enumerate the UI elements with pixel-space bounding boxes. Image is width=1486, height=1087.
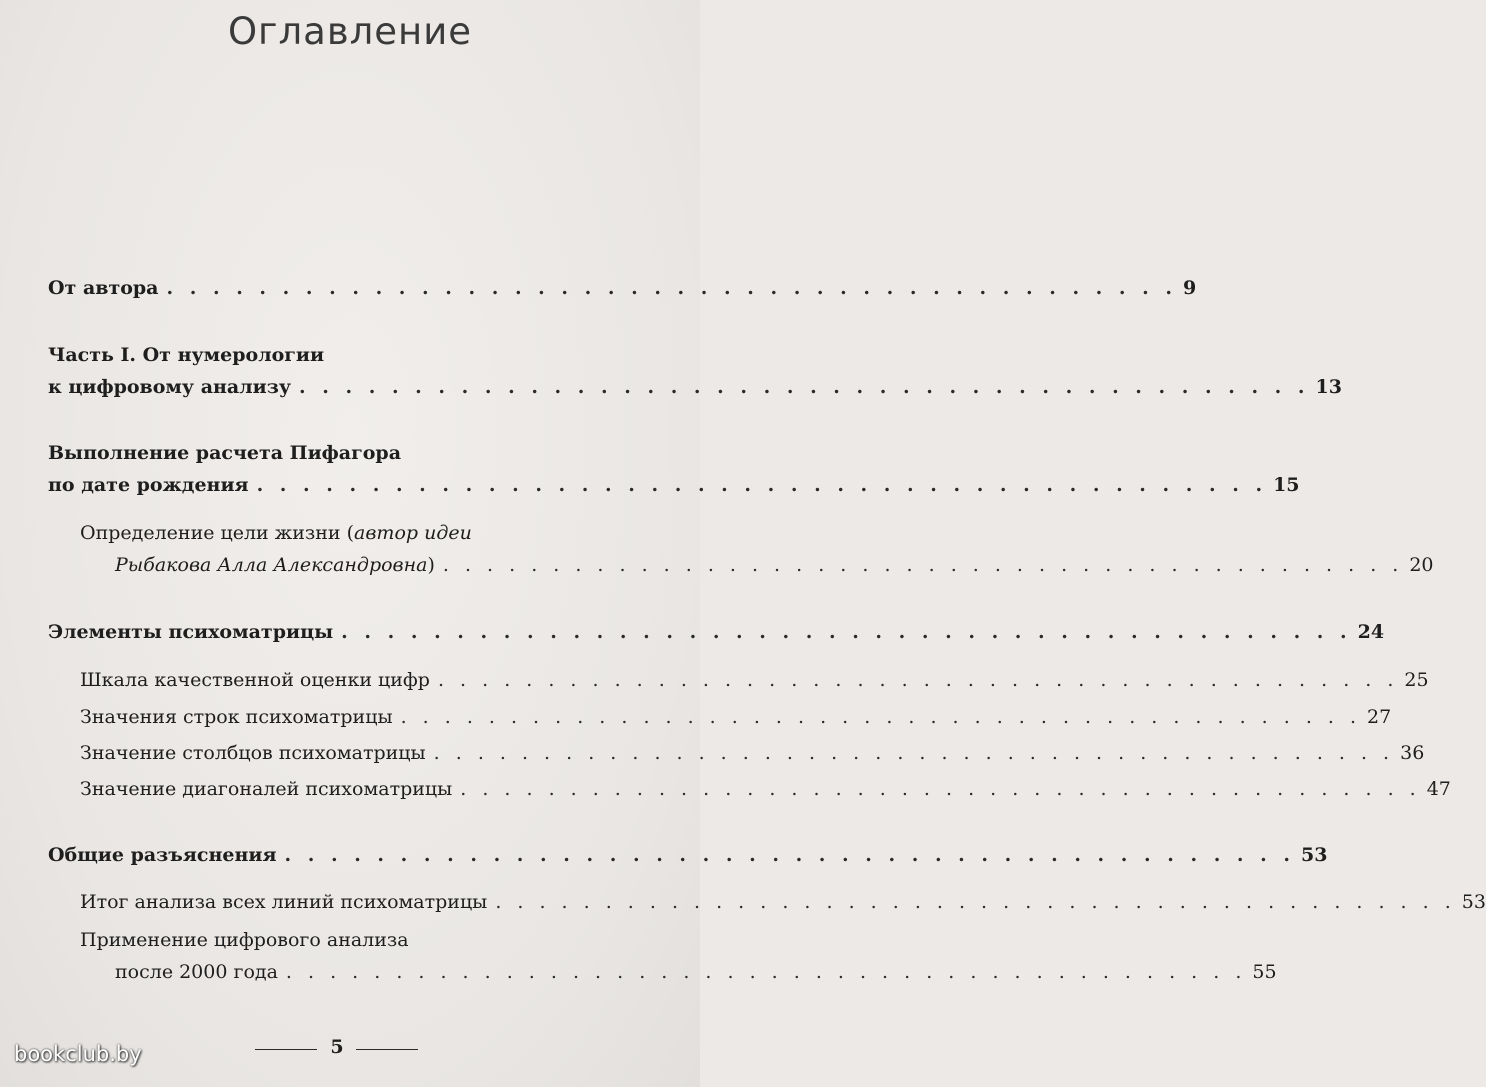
- toc-entry-after-2000-line1: Применение цифрового анализа: [80, 929, 409, 951]
- leader-dots: . . . . . . . . . . . . . . . . . . . . . . . . . . . . . . . . . . . . . . . . . . . .: [433, 742, 1395, 764]
- toc-entry-part-one[interactable]: [48, 375, 1342, 399]
- watermark-text: bookclub.by: [14, 1042, 142, 1066]
- toc-page-number: 55: [1252, 961, 1277, 983]
- toc-entry-diagonals[interactable]: [80, 777, 1451, 801]
- toc-entry-after-2000[interactable]: [115, 960, 1277, 984]
- toc-entry-label: по дате рождения: [48, 474, 249, 496]
- leader-dots: . . . . . . . . . . . . . . . . . . . . . . . . . . . . . . . . . . . . . . . . . . . .: [442, 554, 1404, 576]
- toc-entry-label: Итог анализа всех линий психоматрицы: [80, 891, 488, 913]
- leader-dots: . . . . . . . . . . . . . . . . . . . . . . . . . . . . . . . . . . . . . . . . . . . .: [256, 474, 1268, 496]
- toc-entry-label: [115, 553, 435, 577]
- toc-entry-label: после 2000 года: [115, 961, 278, 983]
- toc-page-number: 47: [1426, 778, 1451, 800]
- toc-entry-label: Значения строк психоматрицы: [80, 706, 393, 728]
- toc-entry-summary[interactable]: [80, 890, 1486, 914]
- toc-entry-italic: Рыбакова Алла Александровна: [115, 554, 428, 576]
- toc-page-number: 53: [1461, 891, 1486, 913]
- toc-entry-general[interactable]: [48, 843, 1328, 867]
- toc-entry-label: к цифровому анализу: [48, 376, 292, 398]
- toc-entry-label: От автора: [48, 277, 159, 299]
- toc-entry-label: Общие разъяснения: [48, 844, 277, 866]
- leader-dots: . . . . . . . . . . . . . . . . . . . . . . . . . . . . . . . . . . . . . . . . . . . .: [285, 961, 1247, 983]
- toc-entry-columns[interactable]: [80, 741, 1425, 765]
- toc-entry-from-author[interactable]: [48, 276, 1197, 300]
- toc-page-number: 20: [1409, 554, 1434, 576]
- toc-page-number: 15: [1273, 474, 1300, 496]
- toc-entry-italic: автор идеи: [354, 522, 472, 544]
- leader-dots: . . . . . . . . . . . . . . . . . . . . . . . . . . . . . . . . . . . . . . . . . . . .: [437, 669, 1399, 691]
- leader-dots: . . . . . . . . . . . . . . . . . . . . . . . . . . . . . . . . . . . . . . . . . . . .: [400, 706, 1362, 728]
- toc-page-number: 53: [1301, 844, 1328, 866]
- toc-entry-life-goal[interactable]: [115, 553, 1434, 577]
- footer-rule-left: [255, 1049, 317, 1050]
- leader-dots: . . . . . . . . . . . . . . . . . . . . . . . . . . . . . . . . . . . . . . . . . . . .: [284, 844, 1295, 866]
- toc-entry-life-goal-line1: [80, 521, 472, 545]
- footer-page-number: 5: [330, 1036, 344, 1058]
- toc-entry-label: Значение диагоналей психоматрицы: [80, 778, 453, 800]
- toc-entry-label: Значение столбцов психоматрицы: [80, 742, 426, 764]
- toc-entry-label: Элементы психоматрицы: [48, 621, 334, 643]
- toc-entry-pythagoras-line1: Выполнение расчета Пифагора: [48, 442, 402, 464]
- toc-page-number: 27: [1367, 706, 1392, 728]
- toc-page-number: 36: [1400, 742, 1425, 764]
- toc-entry-elements[interactable]: [48, 620, 1385, 644]
- toc-page-number: 9: [1182, 277, 1197, 299]
- toc-page-number: 25: [1404, 669, 1429, 691]
- leader-dots: . . . . . . . . . . . . . . . . . . . . . . . . . . . . . . . . . . . . . . . . . . . .: [341, 621, 1352, 643]
- leader-dots: . . . . . . . . . . . . . . . . . . . . . . . . . . . . . . . . . . . . . . . . . . . .: [166, 277, 1177, 299]
- toc-entry-text: Определение цели жизни (: [80, 522, 355, 544]
- leader-dots: . . . . . . . . . . . . . . . . . . . . . . . . . . . . . . . . . . . . . . . . . . . .: [495, 891, 1456, 913]
- toc-entry-pythagoras[interactable]: [48, 473, 1300, 497]
- leader-dots: . . . . . . . . . . . . . . . . . . . . . . . . . . . . . . . . . . . . . . . . . . . .: [460, 778, 1421, 800]
- toc-entry-part-one-line1: Часть I. От нумерологии: [48, 344, 325, 366]
- toc-entry-scale[interactable]: [80, 668, 1429, 692]
- toc-entry-label: Шкала качественной оценки цифр: [80, 669, 430, 691]
- toc-entry-rows[interactable]: [80, 705, 1392, 729]
- footer-rule-right: [356, 1049, 418, 1050]
- page-title: Оглавление: [227, 10, 473, 53]
- toc-page-number: 13: [1315, 376, 1342, 398]
- toc-page-number: 24: [1357, 621, 1385, 643]
- toc-entry-text: ): [427, 554, 435, 576]
- leader-dots: . . . . . . . . . . . . . . . . . . . . . . . . . . . . . . . . . . . . . . . . . . . .: [299, 376, 1310, 398]
